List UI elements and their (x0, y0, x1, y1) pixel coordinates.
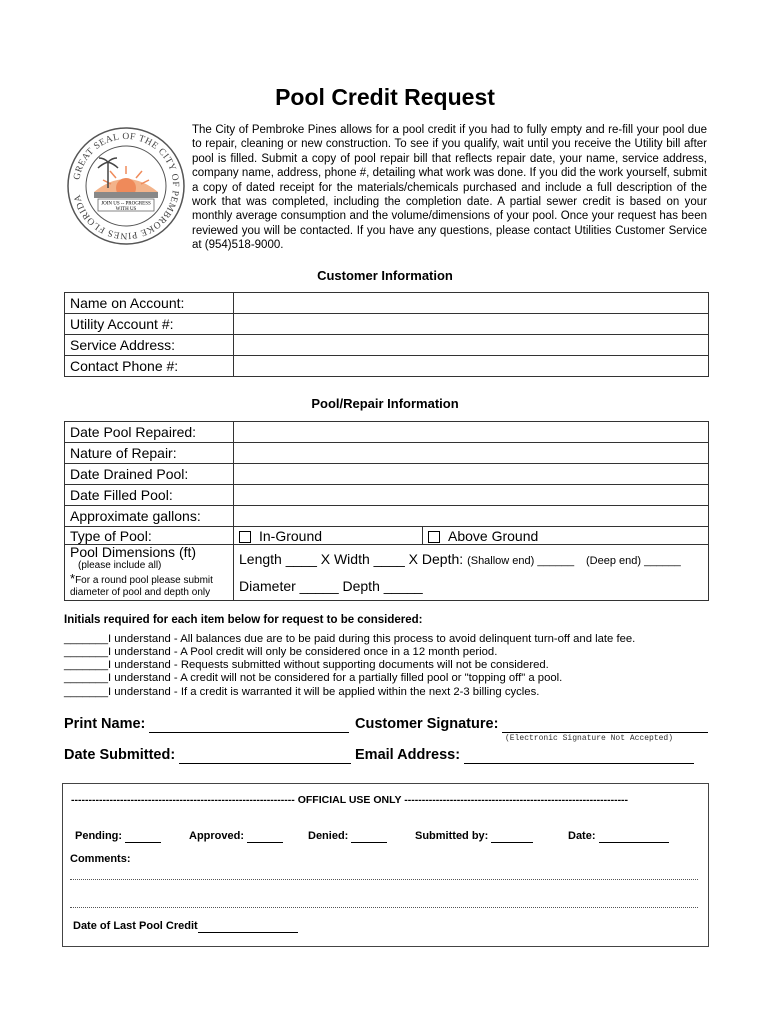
pool-dimensions-label: Pool Dimensions (ft) (70, 543, 197, 560)
initial-item-5[interactable]: _______I understand - If a credit is warranted it will be applied within the next 2-3 billing cycles. (64, 686, 540, 698)
contact-phone-label: Contact Phone #: (65, 356, 234, 377)
approx-gallons-field[interactable] (234, 506, 709, 527)
service-address-label: Service Address: (65, 335, 234, 356)
seal-motto-1: JOIN US -- PROGRESS (101, 201, 151, 207)
pending-label: Pending: (75, 830, 123, 842)
approved-label: Approved: (189, 830, 244, 842)
page-title: Pool Credit Request (275, 84, 495, 110)
date-filled-label: Date Filled Pool: (65, 485, 234, 506)
denied-line[interactable] (351, 830, 387, 843)
submitted-by-line[interactable] (491, 830, 533, 843)
date-submitted-line[interactable] (179, 747, 351, 764)
repair-info-table (64, 421, 709, 601)
initial-item-4[interactable]: _______I understand - A credit will not be considered for a partially filled pool or "topping off" a pool. (64, 672, 563, 684)
round-pool-star: * (70, 571, 76, 587)
type-of-pool-label: Type of Pool: (65, 527, 234, 545)
initials-heading: Initials required for each item below for request to be considered: (64, 614, 423, 626)
pool-dimensions-note: (please include all) (78, 559, 162, 571)
above-ground-option[interactable] (423, 527, 709, 545)
pool-dimensions-field[interactable] (234, 545, 709, 573)
repair-info-heading: Pool/Repair Information (311, 396, 459, 411)
date-drained-label: Date Drained Pool: (65, 464, 234, 485)
email-address-label: Email Address: (355, 747, 461, 763)
city-seal (66, 126, 186, 246)
date-drained-field[interactable] (234, 464, 709, 485)
name-on-account-field[interactable] (234, 293, 709, 314)
in-ground-checkbox[interactable] (239, 531, 251, 543)
initial-item-3[interactable]: _______I understand - Requests submitted without supporting documents will not be considered. (64, 659, 549, 671)
date-label: Date: (568, 830, 596, 842)
date-line[interactable] (599, 830, 669, 843)
contact-phone-field[interactable] (234, 356, 709, 377)
official-use-box (62, 783, 709, 947)
submitted-by-label: Submitted by: (415, 830, 489, 842)
diameter-depth-field[interactable] (234, 573, 709, 601)
in-ground-label: In-Ground (259, 527, 323, 544)
utility-account-label: Utility Account #: (65, 314, 234, 335)
customer-info-heading: Customer Information (317, 268, 453, 283)
utility-account-field[interactable] (234, 314, 709, 335)
initial-item-1[interactable]: _______I understand - All balances due are to be paid during this process to avoid delinquent turn-off and late fee. (64, 633, 636, 645)
customer-signature-line[interactable] (502, 716, 708, 733)
email-address-line[interactable] (464, 747, 694, 764)
intro-paragraph: The City of Pembroke Pines allows for a pool credit if you had to fully empty and re-fill your pool due to repair, cleaning or new construction. To see if you qualify, wait until you receive the Utility bill after pool is filled. Submit a copy of pool repair bill that reflects repair date, your name, service address, company name, address, phone #, detailing what work was done. If you did the work yourself, submit a copy of dated receipt for the materials/chemicals purchased and include a full description of the work that was completed, including the completion date. A partial sewer credit is based on your monthly average consumption and the volume/dimensions of your pool. Once your request has been reviewed you will be contacted. If you have any questions, please contact Utilities Customer Service at (954)518-9000. (192, 124, 707, 252)
last-credit-label: Date of Last Pool Credit (73, 920, 198, 932)
denied-label: Denied: (308, 830, 349, 842)
diameter-depth-text: Diameter _____ Depth _____ (239, 578, 423, 595)
approved-line[interactable] (247, 830, 283, 843)
last-credit-line[interactable] (198, 920, 298, 933)
name-on-account-label: Name on Account: (65, 293, 234, 314)
deep-end-text: (Deep end) ______ (585, 554, 681, 567)
seal-ring-text: GREAT SEAL OF THE CITY OF PEMBROKE PINES FLORIDA (72, 131, 181, 241)
initial-item-2[interactable]: _______I understand - A Pool credit will only be considered once in a 12 month period. (64, 646, 498, 658)
comments-label: Comments: (70, 853, 131, 865)
customer-signature-label: Customer Signature: (355, 716, 499, 732)
date-filled-field[interactable] (234, 485, 709, 506)
shallow-end-text: (Shallow end) ______ (467, 554, 575, 567)
date-repaired-label: Date Pool Repaired: (65, 422, 234, 443)
in-ground-option[interactable] (234, 527, 423, 545)
seal-motto-2: WITH US (115, 207, 137, 212)
print-name-line[interactable] (149, 716, 349, 733)
comments-line-2[interactable] (70, 907, 698, 908)
electronic-signature-note: (Electronic Signature Not Accepted) (505, 734, 674, 743)
nature-of-repair-label: Nature of Repair: (65, 443, 234, 464)
comments-line-1[interactable] (70, 879, 698, 880)
customer-info-table (64, 292, 709, 377)
date-submitted-label: Date Submitted: (64, 747, 176, 763)
service-address-field[interactable] (234, 335, 709, 356)
above-ground-label: Above Ground (448, 527, 539, 544)
official-use-banner: ---------------------------------------------------------------- OFFICIAL USE ONLY ---------------------------------------------------------------- (71, 794, 629, 806)
nature-of-repair-field[interactable] (234, 443, 709, 464)
approx-gallons-label: Approximate gallons: (65, 506, 234, 527)
length-width-depth-text: Length ____ X Width ____ X Depth: (239, 550, 464, 567)
pending-line[interactable] (125, 830, 161, 843)
date-repaired-field[interactable] (234, 422, 709, 443)
above-ground-checkbox[interactable] (428, 531, 440, 543)
round-pool-note-1: For a round pool please submit (75, 575, 213, 587)
print-name-label: Print Name: (64, 716, 146, 732)
round-pool-note-2: diameter of pool and depth only (70, 587, 211, 599)
